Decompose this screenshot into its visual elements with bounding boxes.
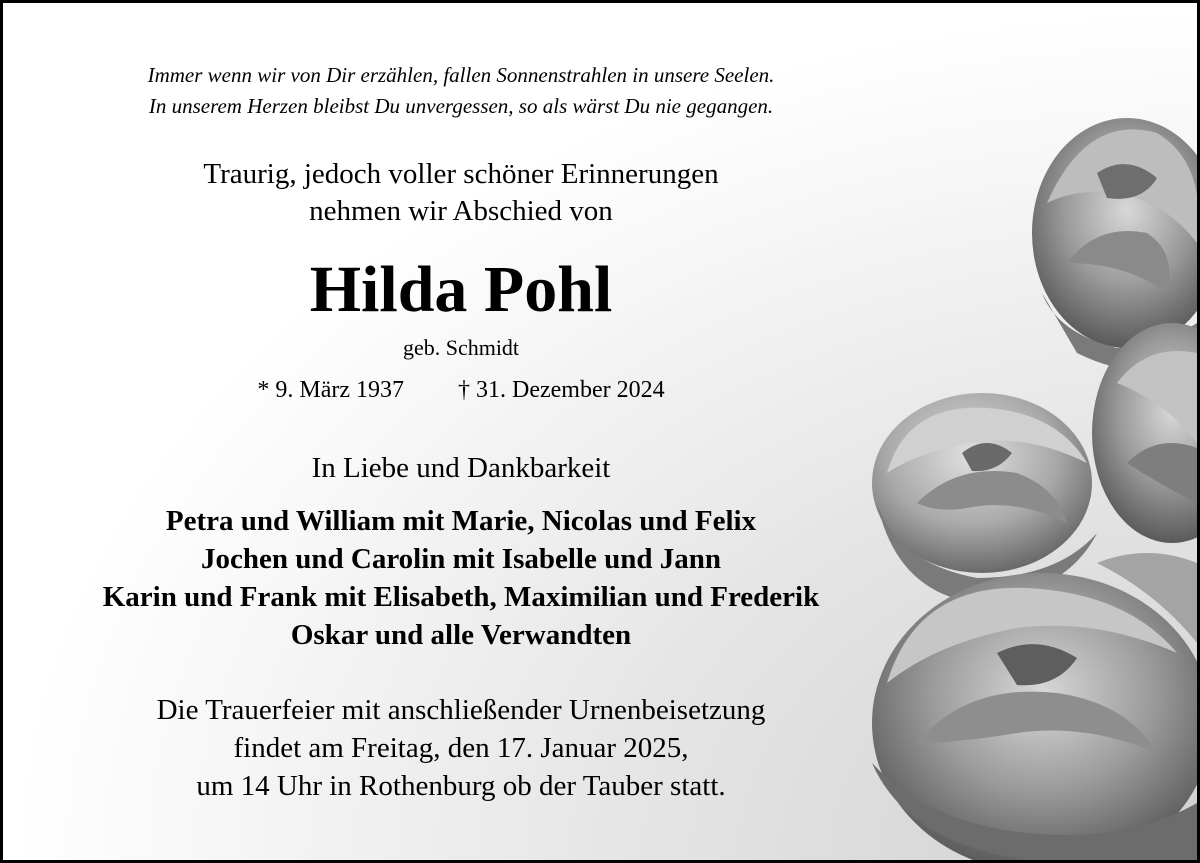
love-line: In Liebe und Dankbarkeit: [311, 452, 611, 484]
ceremony-line-2: findet am Freitag, den 17. Januar 2025,: [233, 732, 689, 764]
ceremony-info: [6, 691, 916, 805]
mourner-line: Petra und William mit Marie, Nicolas und Felix: [165, 505, 757, 537]
mourner-line: Jochen und Carolin mit Isabelle und Jann: [201, 543, 721, 575]
intro-line-2: nehmen wir Abschied von: [309, 195, 613, 227]
ceremony-line-1: Die Trauerfeier mit anschließender Urnenbeisetzung: [156, 694, 766, 726]
intro-text: [6, 156, 916, 230]
mourner-line: Karin und Frank mit Elisabeth, Maximilian und Frederik: [102, 581, 820, 613]
mourner-line: Oskar und alle Verwandten: [290, 619, 632, 651]
ceremony-line-3: um 14 Uhr in Rothenburg ob der Tauber statt.: [196, 770, 726, 802]
motto-verse: [6, 60, 916, 122]
motto-line-2: In unserem Herzen bleibst Du unvergessen, so als wärst Du nie gegangen.: [148, 94, 774, 118]
motto-line-1: Immer wenn wir von Dir erzählen, fallen Sonnenstrahlen in unsere Seelen.: [147, 63, 775, 87]
death-date: † 31. Dezember 2024: [458, 377, 665, 403]
deceased-name: Hilda Pohl: [309, 253, 613, 326]
intro-line-1: Traurig, jedoch voller schöner Erinnerungen: [203, 158, 719, 190]
mourners-list: [6, 502, 916, 654]
life-dates: [6, 374, 916, 406]
maiden-name: geb. Schmidt: [402, 335, 520, 360]
birth-date: * 9. März 1937: [257, 377, 405, 403]
rose-bottom: [872, 553, 1197, 860]
